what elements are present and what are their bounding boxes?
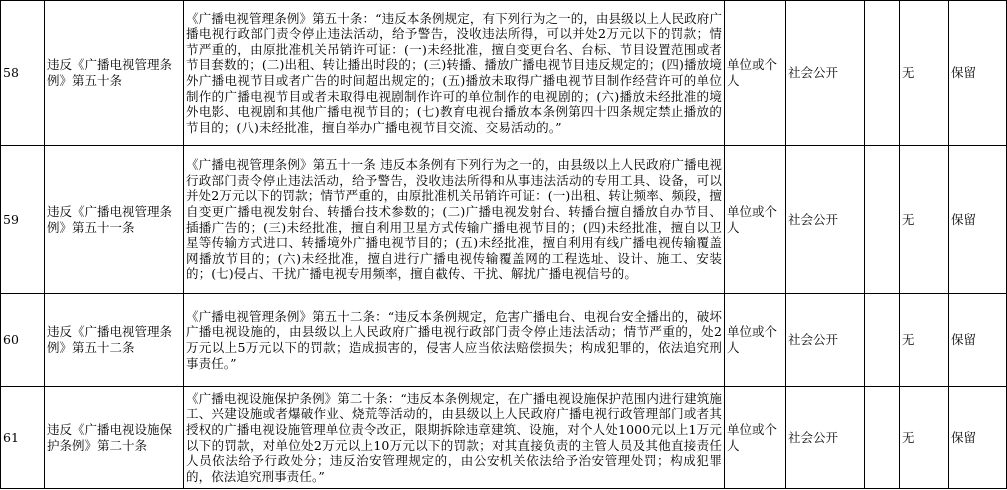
remark-cell: 无 <box>900 146 949 294</box>
table-row <box>1 294 1007 387</box>
row-number: 58 <box>1 1 45 146</box>
table-row <box>1 387 1007 489</box>
status-cell: 保留 <box>949 146 1007 294</box>
legal-basis: 《广播电视管理条例》第五十一条 违反本条例有下列行为之一的，由县级以上人民政府广播电视行政部门责令停止违法活动，给予警告，没收违法所得和从事违法活动的专用工具、设备，可以并处2万元以下的罚款；情节严重的，由原批准机关吊销许可证：(一)出租、转让频率、频段，擅自变更广播电视发射台、转播台技术参数的；(二)广播电视发射台、转播台擅自播放自办节目、插播广告的；(三)未经批准，擅自利用卫星方式传输广播电视节目的；(四)未经批准，擅自以卫星等传输方式进口、转播境外广播电视节目的；(五)未经批准，擅自利用有线广播电视传输覆盖网播放节目的；(六)未经批准，擅自进行广播电视传输覆盖网的工程选址、设计、施工、安装的；(七)侵占、干扰广播电视专用频率，擅自截传、干扰、解扰广播电视信号的。 <box>184 146 725 294</box>
table-row <box>1 146 1007 294</box>
publicity-cell: 社会公开 <box>786 387 865 489</box>
empty-cell <box>865 1 900 146</box>
status-cell: 保留 <box>949 294 1007 387</box>
legal-basis: 《广播电视设施保护条例》第二十条：“违反本条例规定，在广播电视设施保护范围内进行建筑施工、兴建设施或者爆破作业、烧荒等活动的，由县级以上人民政府广播电视行政管理部门或者其授权的广播电视设施管理单位责令改正，限期拆除违章建筑、设施，对个人处1000元以上1万元以下的罚款，对单位处2万元以上10万元以下的罚款；对其直接负责的主管人员及其他直接责任人员依法给予行政处分；违反治安管理规定的，由公安机关依法给予治安管理处罚；构成犯罪的，依法追究刑事责任。” <box>184 387 725 489</box>
row-number: 59 <box>1 146 45 294</box>
publicity-cell: 社会公开 <box>786 294 865 387</box>
subject-cell: 单位或个人 <box>725 294 786 387</box>
subject-cell: 单位或个人 <box>725 1 786 146</box>
violation-item: 违反《广播电视管理条例》第五十一条 <box>45 146 184 294</box>
subject-cell: 单位或个人 <box>725 387 786 489</box>
legal-basis: 《广播电视管理条例》第五十二条：“违反本条例规定，危害广播电台、电视台安全播出的，破坏广播电视设施的，由县级以上人民政府广播电视行政部门责令停止违法活动；情节严重的，处2万元以上5万元以下的罚款；造成损害的，侵害人应当依法赔偿损失；构成犯罪的，依法追究刑事责任。” <box>184 294 725 387</box>
status-cell: 保留 <box>949 387 1007 489</box>
status-cell: 保留 <box>949 1 1007 146</box>
table-row <box>1 1 1007 146</box>
remark-cell: 无 <box>900 387 949 489</box>
publicity-cell: 社会公开 <box>786 1 865 146</box>
violation-item: 违反《广播电视管理条例》第五十条 <box>45 1 184 146</box>
violation-item: 违反《广播电视设施保护条例》第二十条 <box>45 387 184 489</box>
row-number: 61 <box>1 387 45 489</box>
empty-cell <box>865 387 900 489</box>
subject-cell: 单位或个人 <box>725 146 786 294</box>
empty-cell <box>865 294 900 387</box>
remark-cell: 无 <box>900 1 949 146</box>
row-number: 60 <box>1 294 45 387</box>
empty-cell <box>865 146 900 294</box>
publicity-cell: 社会公开 <box>786 146 865 294</box>
legal-basis: 《广播电视管理条例》第五十条：“违反本条例规定，有下列行为之一的，由县级以上人民政府广播电视行政部门责令停止违法活动，给予警告，没收违法所得，可以并处2万元以下的罚款；情节严重的，由原批准机关吊销许可证：(一)未经批准，擅自变更台名、台标、节目设置范围或者节目套数的；(二)出租、转让播出时段的；(三)转播、播放广播电视节目违反规定的；(四)播放境外广播电视节目或者广告的时间超出规定的；(五)播放未取得广播电视节目制作经营许可的单位制作的广播电视节目或者未取得电视剧制作许可的单位制作的电视剧的；(六)播放未经批准的境外电影、电视剧和其他广播电视节目的；(七)教育电视台播放本条例第四十四条规定禁止播放的节目的；(八)未经批准，擅自举办广播电视节目交流、交易活动的。” <box>184 1 725 146</box>
remark-cell: 无 <box>900 294 949 387</box>
violation-item: 违反《广播电视管理条例》第五十二条 <box>45 294 184 387</box>
